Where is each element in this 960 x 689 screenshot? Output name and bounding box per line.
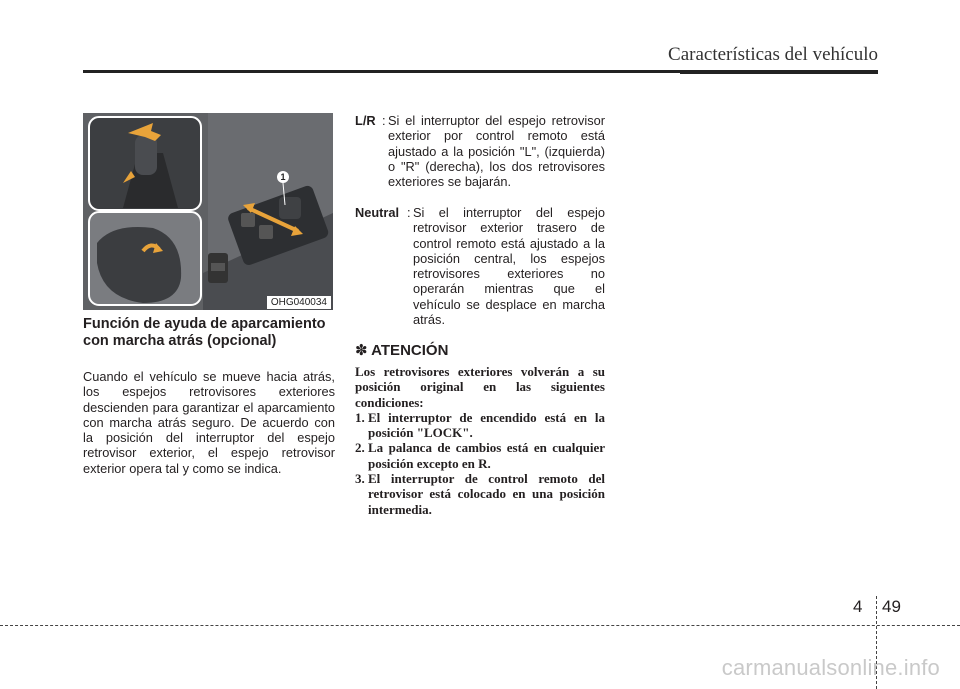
definition-term: L/R	[355, 113, 376, 128]
caution-intro: Los retrovisores exteriores volverán a su posición original en las siguientes condiciones:	[355, 364, 605, 410]
caution-item	[355, 440, 605, 471]
definition-term: Neutral	[355, 205, 400, 220]
caution-item-number: 2.	[355, 440, 365, 456]
definition-neutral	[355, 205, 605, 327]
caution-item-text: El interruptor de encendido está en la posición "LOCK".	[368, 409, 605, 441]
chapter-number: 4	[853, 597, 863, 616]
definition-colon: :	[382, 113, 386, 128]
caution-item-text: El interruptor de control remoto del retrovisor está colocado en una posición intermedia.	[368, 471, 605, 517]
figure-callout: 1	[280, 172, 286, 182]
caution-item	[355, 471, 605, 517]
section-body: Cuando el vehículo se mueve hacia atrás, los espejos retrovisores exteriores descienden para garantizar el aparcamiento con marcha atrás seguro. De acuerdo con la posición del interruptor del espejo retrovisor exterior, el espejo retrovisor exterior opera tal y como se indica.	[83, 369, 335, 476]
figure-photo	[83, 113, 333, 310]
definition-lr	[355, 113, 605, 189]
caution-item-number: 1.	[355, 409, 365, 425]
caution-item-number: 3.	[355, 471, 365, 487]
caution-title: ✽ ATENCIÓN	[355, 342, 449, 359]
definition-text: Si el interruptor del espejo retrovisor exterior trasero de control remoto está ajustado a la posición central, los espejos retrovisores exteriores no operarán mientras que el vehículo se desplace en marcha atrás.	[413, 205, 605, 328]
definition-text: Si el interruptor del espejo retrovisor exterior por control remoto está ajustado a la posición "L", (izquierda) o "R" (derecha), los dos retrovisores exteriores se bajarán.	[388, 113, 605, 190]
watermark: carmanualsonline.info	[721, 655, 940, 680]
header-title: Características del vehículo	[668, 44, 878, 65]
page-number: 49	[882, 597, 901, 616]
header-rule-thin	[680, 73, 878, 74]
caution-item	[355, 410, 605, 441]
figure-code: OHG040034	[267, 296, 331, 309]
definition-colon: :	[407, 205, 411, 220]
caution-body	[355, 364, 605, 517]
caution-item-text: La palanca de cambios está en cualquier posición excepto en R.	[368, 440, 605, 471]
footer-rule	[0, 625, 960, 626]
section-title: Función de ayuda de aparcamiento con marcha atrás (opcional)	[83, 316, 326, 349]
